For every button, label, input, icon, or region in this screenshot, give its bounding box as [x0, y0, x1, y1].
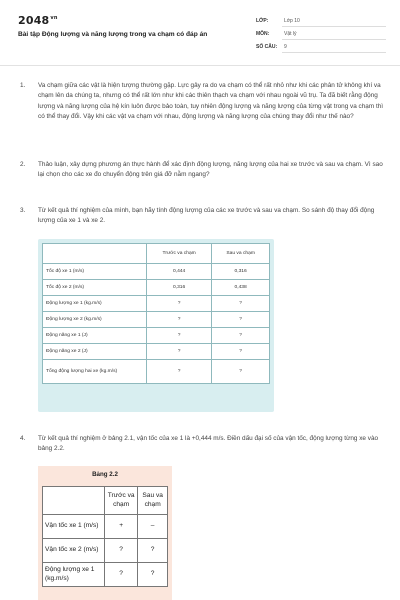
- table-row: [43, 264, 270, 280]
- meta-count-value: 9: [284, 44, 287, 50]
- meta-class-value: Lớp 10: [284, 18, 300, 24]
- row-label: Động lượng xe 1 (kg.m/s): [43, 563, 105, 587]
- question-number: 3.: [20, 207, 26, 214]
- table-cell: ?: [147, 344, 212, 360]
- table-cell: ?: [147, 360, 212, 384]
- table-cell: ?: [147, 312, 212, 328]
- table-cell: ?: [138, 563, 168, 587]
- row-label: Tốc độ xe 2 (m/s): [43, 280, 147, 296]
- question-text: Va chạm giữa các vật là hiện tượng thường gặp. Lực gây ra do va chạm có thể rất nhỏ như khi các phân tử không khí va chạm lên da chúng ta, nhưng có thể rất lớn như khi các thiên thạch va chạm với nhau ngoài vũ trụ. Ta đã biết rằng động lượng và năng lượng của hệ kín luôn được bảo toàn, tuy nhiên động lượng và năng lượng của từng vật trong va chạm thì có thể thay đổi. Vậy khi các vật va chạm với nhau, động lượng và năng lượng của chúng thay đổi như thế nào?: [38, 82, 384, 121]
- row-label: Động lượng xe 1 (kg.m/s): [43, 296, 147, 312]
- table-cell: 0,316: [147, 280, 212, 296]
- table-row: [43, 360, 270, 384]
- row-label: Tổng động lượng hai xe (kg.m/s): [43, 360, 147, 384]
- table-row: [43, 328, 270, 344]
- logo-text: 2048: [18, 14, 50, 27]
- table-title: Bảng 2.2: [92, 471, 118, 478]
- question-3: [20, 206, 388, 227]
- meta-divider: [282, 52, 386, 53]
- table-header-cell: Sau va chạm: [212, 244, 270, 264]
- table-header-cell: [43, 244, 147, 264]
- question-1: [20, 81, 388, 123]
- page-header: [0, 0, 400, 66]
- row-label: Tốc độ xe 1 (m/s): [43, 264, 147, 280]
- table-header-cell: Sau va chạm: [138, 487, 168, 515]
- row-label: Động năng xe 2 (J): [43, 344, 147, 360]
- table-row: [43, 280, 270, 296]
- table-header-row: [43, 487, 168, 515]
- table-cell: 0,444: [147, 264, 212, 280]
- table-header-cell: Trước va chạm: [147, 244, 212, 264]
- table-row: [43, 539, 168, 563]
- table-2-1-frame: [38, 239, 274, 412]
- question-4: [20, 434, 388, 455]
- table-cell: ?: [105, 539, 138, 563]
- table-cell: ?: [147, 328, 212, 344]
- meta-subject-value: Vật lý: [284, 31, 297, 37]
- meta-divider: [282, 26, 386, 27]
- table-cell: 0,438: [212, 280, 270, 296]
- table-header-row: [43, 244, 270, 264]
- table-cell: 0,316: [212, 264, 270, 280]
- document-title: Bài tập Động lượng và năng lượng trong va chạm có đáp án: [18, 31, 208, 38]
- table-cell: ?: [212, 312, 270, 328]
- table-cell: ?: [212, 360, 270, 384]
- table-2-2-frame: [38, 466, 172, 600]
- table-cell: ?: [147, 296, 212, 312]
- meta-subject-label: MÔN:: [256, 31, 270, 37]
- question-2: [20, 160, 388, 181]
- table-header-cell: [43, 487, 105, 515]
- question-text: Thảo luận, xây dựng phương án thực hành để xác định động lượng, năng lượng của hai xe trước và sau va chạm. Vì sao lại chọn cho các xe đo chuyển động trên giá đỡ nằm ngang?: [38, 161, 383, 179]
- meta-count-label: SỐ CÂU:: [256, 44, 278, 50]
- table-2-2: [42, 486, 168, 587]
- table-2-1: [42, 243, 270, 384]
- meta-class-label: LỚP:: [256, 18, 269, 24]
- table-cell: +: [105, 515, 138, 539]
- row-label: Vận tốc xe 1 (m/s): [43, 515, 105, 539]
- question-number: 1.: [20, 82, 26, 89]
- meta-divider: [282, 39, 386, 40]
- table-cell: ?: [212, 328, 270, 344]
- table-row: [43, 344, 270, 360]
- question-number: 2.: [20, 161, 26, 168]
- table-cell: –: [138, 515, 168, 539]
- question-number: 4.: [20, 435, 26, 442]
- site-logo[interactable]: [18, 14, 58, 27]
- table-cell: ?: [212, 344, 270, 360]
- row-label: Động lượng xe 2 (kg.m/s): [43, 312, 147, 328]
- table-row: [43, 515, 168, 539]
- table-cell: ?: [212, 296, 270, 312]
- question-text: Từ kết quả thí nghiệm ở bảng 2.1, vận tốc của xe 1 là +0,444 m/s. Điền dấu đại số của vận tốc, động lượng từng xe vào bảng 2.2.: [38, 435, 379, 453]
- row-label: Động năng xe 1 (J): [43, 328, 147, 344]
- table-cell: ?: [138, 539, 168, 563]
- logo-suffix: vn: [50, 15, 58, 22]
- table-row: [43, 296, 270, 312]
- table-header-cell: Trước va chạm: [105, 487, 138, 515]
- table-cell: ?: [105, 563, 138, 587]
- table-row: [43, 312, 270, 328]
- row-label: Vận tốc xe 2 (m/s): [43, 539, 105, 563]
- table-row: [43, 563, 168, 587]
- question-text: Từ kết quả thí nghiệm của mình, bạn hãy tính động lượng của các xe trước và sau va chạm. So sánh độ thay đổi động lượng của xe 1 và xe 2.: [38, 207, 375, 225]
